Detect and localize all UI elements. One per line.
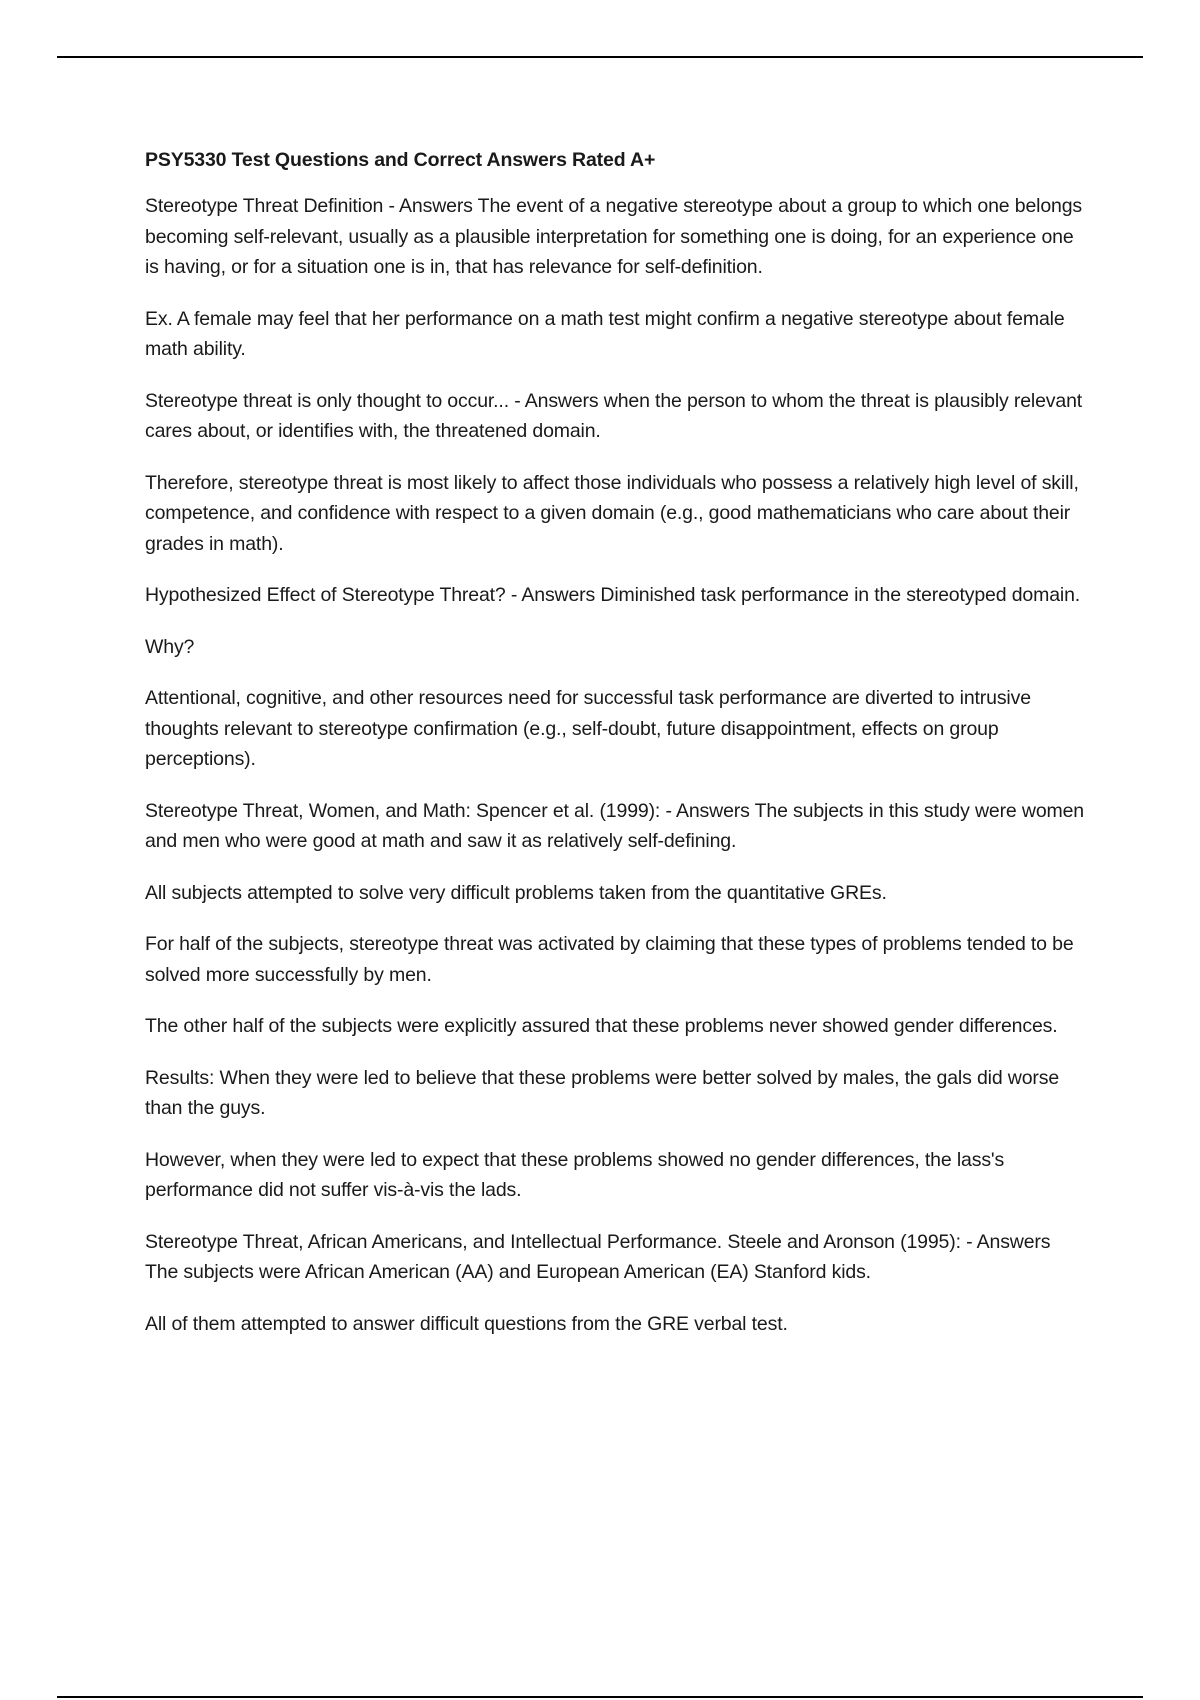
paragraph-stereotype-threat-definition: Stereotype Threat Definition - Answers The event of a negative stereotype about a group to which one belongs becoming self-relevant, usually as a plausible interpretation for something one is doing, for an experience one is having, or for a situation one is in, that has relevance for self-definition. bbox=[145, 195, 1083, 278]
paragraph-attentional-resources: Attentional, cognitive, and other resources need for successful task performance are diverted to intrusive thoughts relevant to stereotype confirmation (e.g., self-doubt, future disappointment, effects on group perceptions). bbox=[145, 687, 1031, 770]
document-title: PSY5330 Test Questions and Correct Answers Rated A+ bbox=[145, 149, 656, 171]
paragraph-however: However, when they were led to expect that these problems showed no gender differences, the lass's performance did not suffer vis-à-vis the lads. bbox=[145, 1148, 1005, 1201]
paragraph-threat-occurrence: Stereotype threat is only thought to occur... - Answers when the person to whom the threat is plausibly relevant cares about, or identifies with, the threatened domain. bbox=[145, 389, 1083, 442]
paragraph-example: Ex. A female may feel that her performance on a math test might confirm a negative stereotype about female math ability. bbox=[145, 307, 1065, 360]
header-rule bbox=[57, 56, 1143, 58]
footer-rule bbox=[57, 1696, 1143, 1698]
paragraph-therefore: Therefore, stereotype threat is most likely to affect those individuals who possess a relatively high level of skill, competence, and confidence with respect to a given domain (e.g., good mathematicians who care about their grades in math). bbox=[145, 471, 1079, 555]
paragraph-half-subjects: For half of the subjects, stereotype threat was activated by claiming that these types of problems tended to be solved more successfully by men. bbox=[145, 933, 1074, 986]
paragraph-spencer-study: Stereotype Threat, Women, and Math: Spencer et al. (1999): - Answers The subjects in this study were women and men who were good at math and saw it as relatively self-defining. bbox=[145, 799, 1084, 852]
document-body bbox=[145, 145, 1085, 1360]
paragraph-other-half: The other half of the subjects were explicitly assured that these problems never showed gender differences. bbox=[145, 1015, 1058, 1037]
paragraph-gre-verbal: All of them attempted to answer difficult questions from the GRE verbal test. bbox=[145, 1312, 788, 1335]
paragraph-hypothesized-effect: Hypothesized Effect of Stereotype Threat? - Answers Diminished task performance in the stereotyped domain. bbox=[145, 584, 1081, 606]
paragraph-all-subjects: All subjects attempted to solve very difficult problems taken from the quantitative GREs. bbox=[145, 881, 887, 904]
paragraph-steele-aronson: Stereotype Threat, African Americans, and Intellectual Performance. Steele and Aronson (1995): - Answers The subjects were African American (AA) and European American (EA) Stanford kids. bbox=[145, 1230, 1051, 1283]
paragraph-why: Why? bbox=[145, 635, 195, 658]
paragraph-results: Results: When they were led to believe that these problems were better solved by males, the gals did worse than the guys. bbox=[145, 1066, 1060, 1119]
